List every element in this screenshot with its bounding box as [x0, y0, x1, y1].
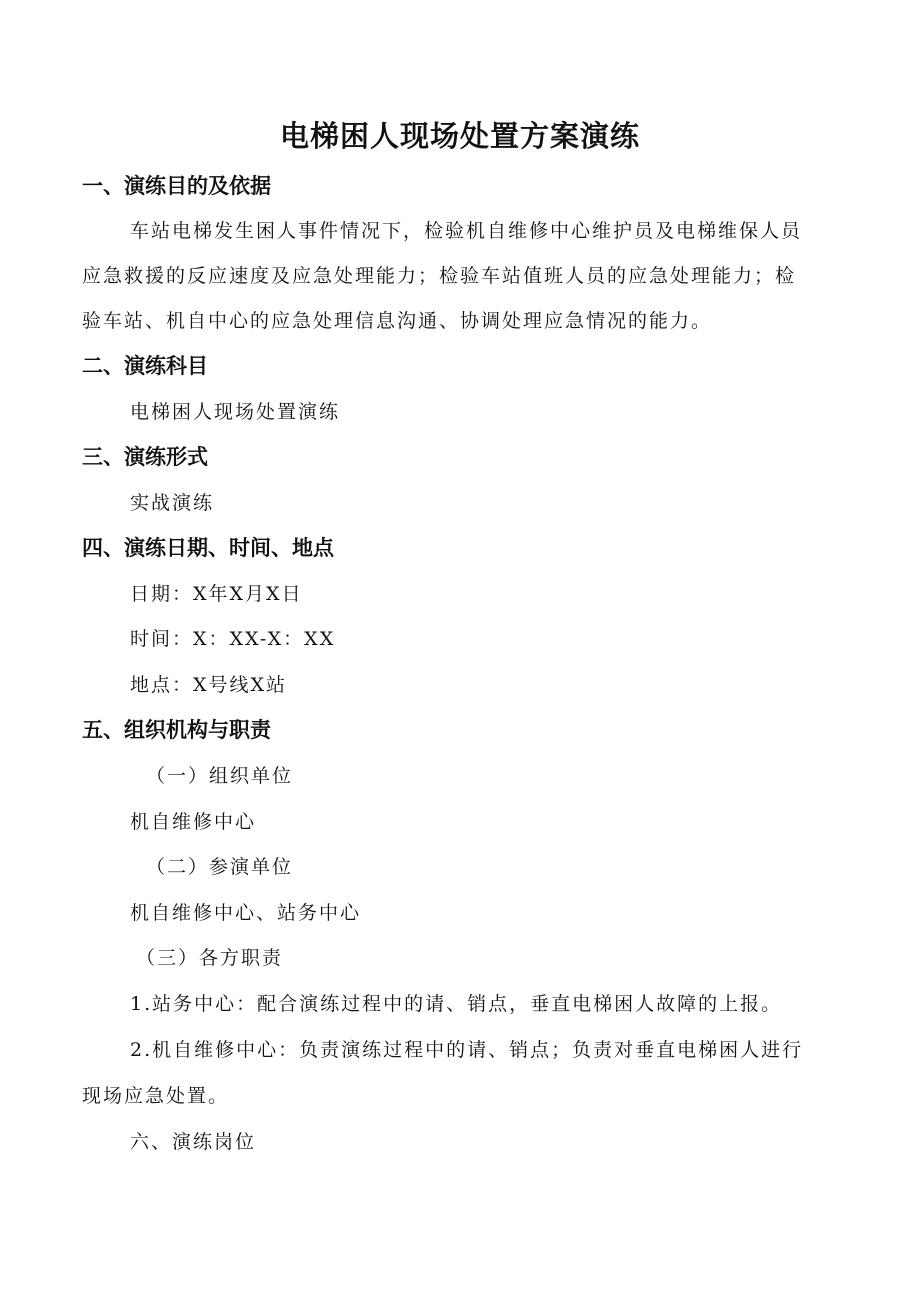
sub1-heading: （一）组织单位	[146, 765, 294, 787]
sub1-text: 机自维修中心	[130, 811, 257, 833]
drill-time: 时间：X：XX-X：XX	[130, 628, 336, 650]
section4-heading: 四、演练日期、时间、地点	[82, 536, 334, 560]
section2-text: 电梯困人现场处置演练	[130, 401, 341, 423]
drill-place: 地点：X号线X站	[130, 674, 288, 696]
sub2-heading: （二）参演单位	[146, 856, 294, 878]
section2-heading: 二、演练科目	[82, 354, 208, 378]
section1-heading: 一、演练目的及依据	[82, 174, 271, 198]
section1-paragraph-line2: 应急救援的反应速度及应急处理能力；检验车站值班人员的应急处理能力；检	[82, 265, 797, 287]
sub3-heading: （三）各方职责	[136, 947, 284, 969]
document-title: 电梯困人现场处置方案演练	[279, 119, 640, 153]
section5-heading: 五、组织机构与职责	[82, 718, 271, 742]
section1-paragraph-line1: 车站电梯发生困人事件情况下，检验机自维修中心维护员及电梯维保人员	[130, 220, 803, 242]
section3-text: 实战演练	[130, 492, 215, 514]
duty-item-1: 1.站务中心：配合演练过程中的请、销点，垂直电梯困人故障的上报。	[130, 993, 783, 1015]
sub2-text: 机自维修中心、站务中心	[130, 902, 362, 924]
section3-heading: 三、演练形式	[82, 445, 208, 469]
section6-heading: 六、演练岗位	[130, 1131, 257, 1153]
drill-date: 日期：X年X月X日	[130, 583, 303, 605]
duty-item-2-line1: 2.机自维修中心：负责演练过程中的请、销点；负责对垂直电梯困人进行	[130, 1039, 804, 1061]
duty-item-2-line2: 现场应急处置。	[82, 1085, 230, 1107]
section1-paragraph-line3: 验车站、机自中心的应急处理信息沟通、协调处理应急情况的能力。	[82, 310, 713, 332]
